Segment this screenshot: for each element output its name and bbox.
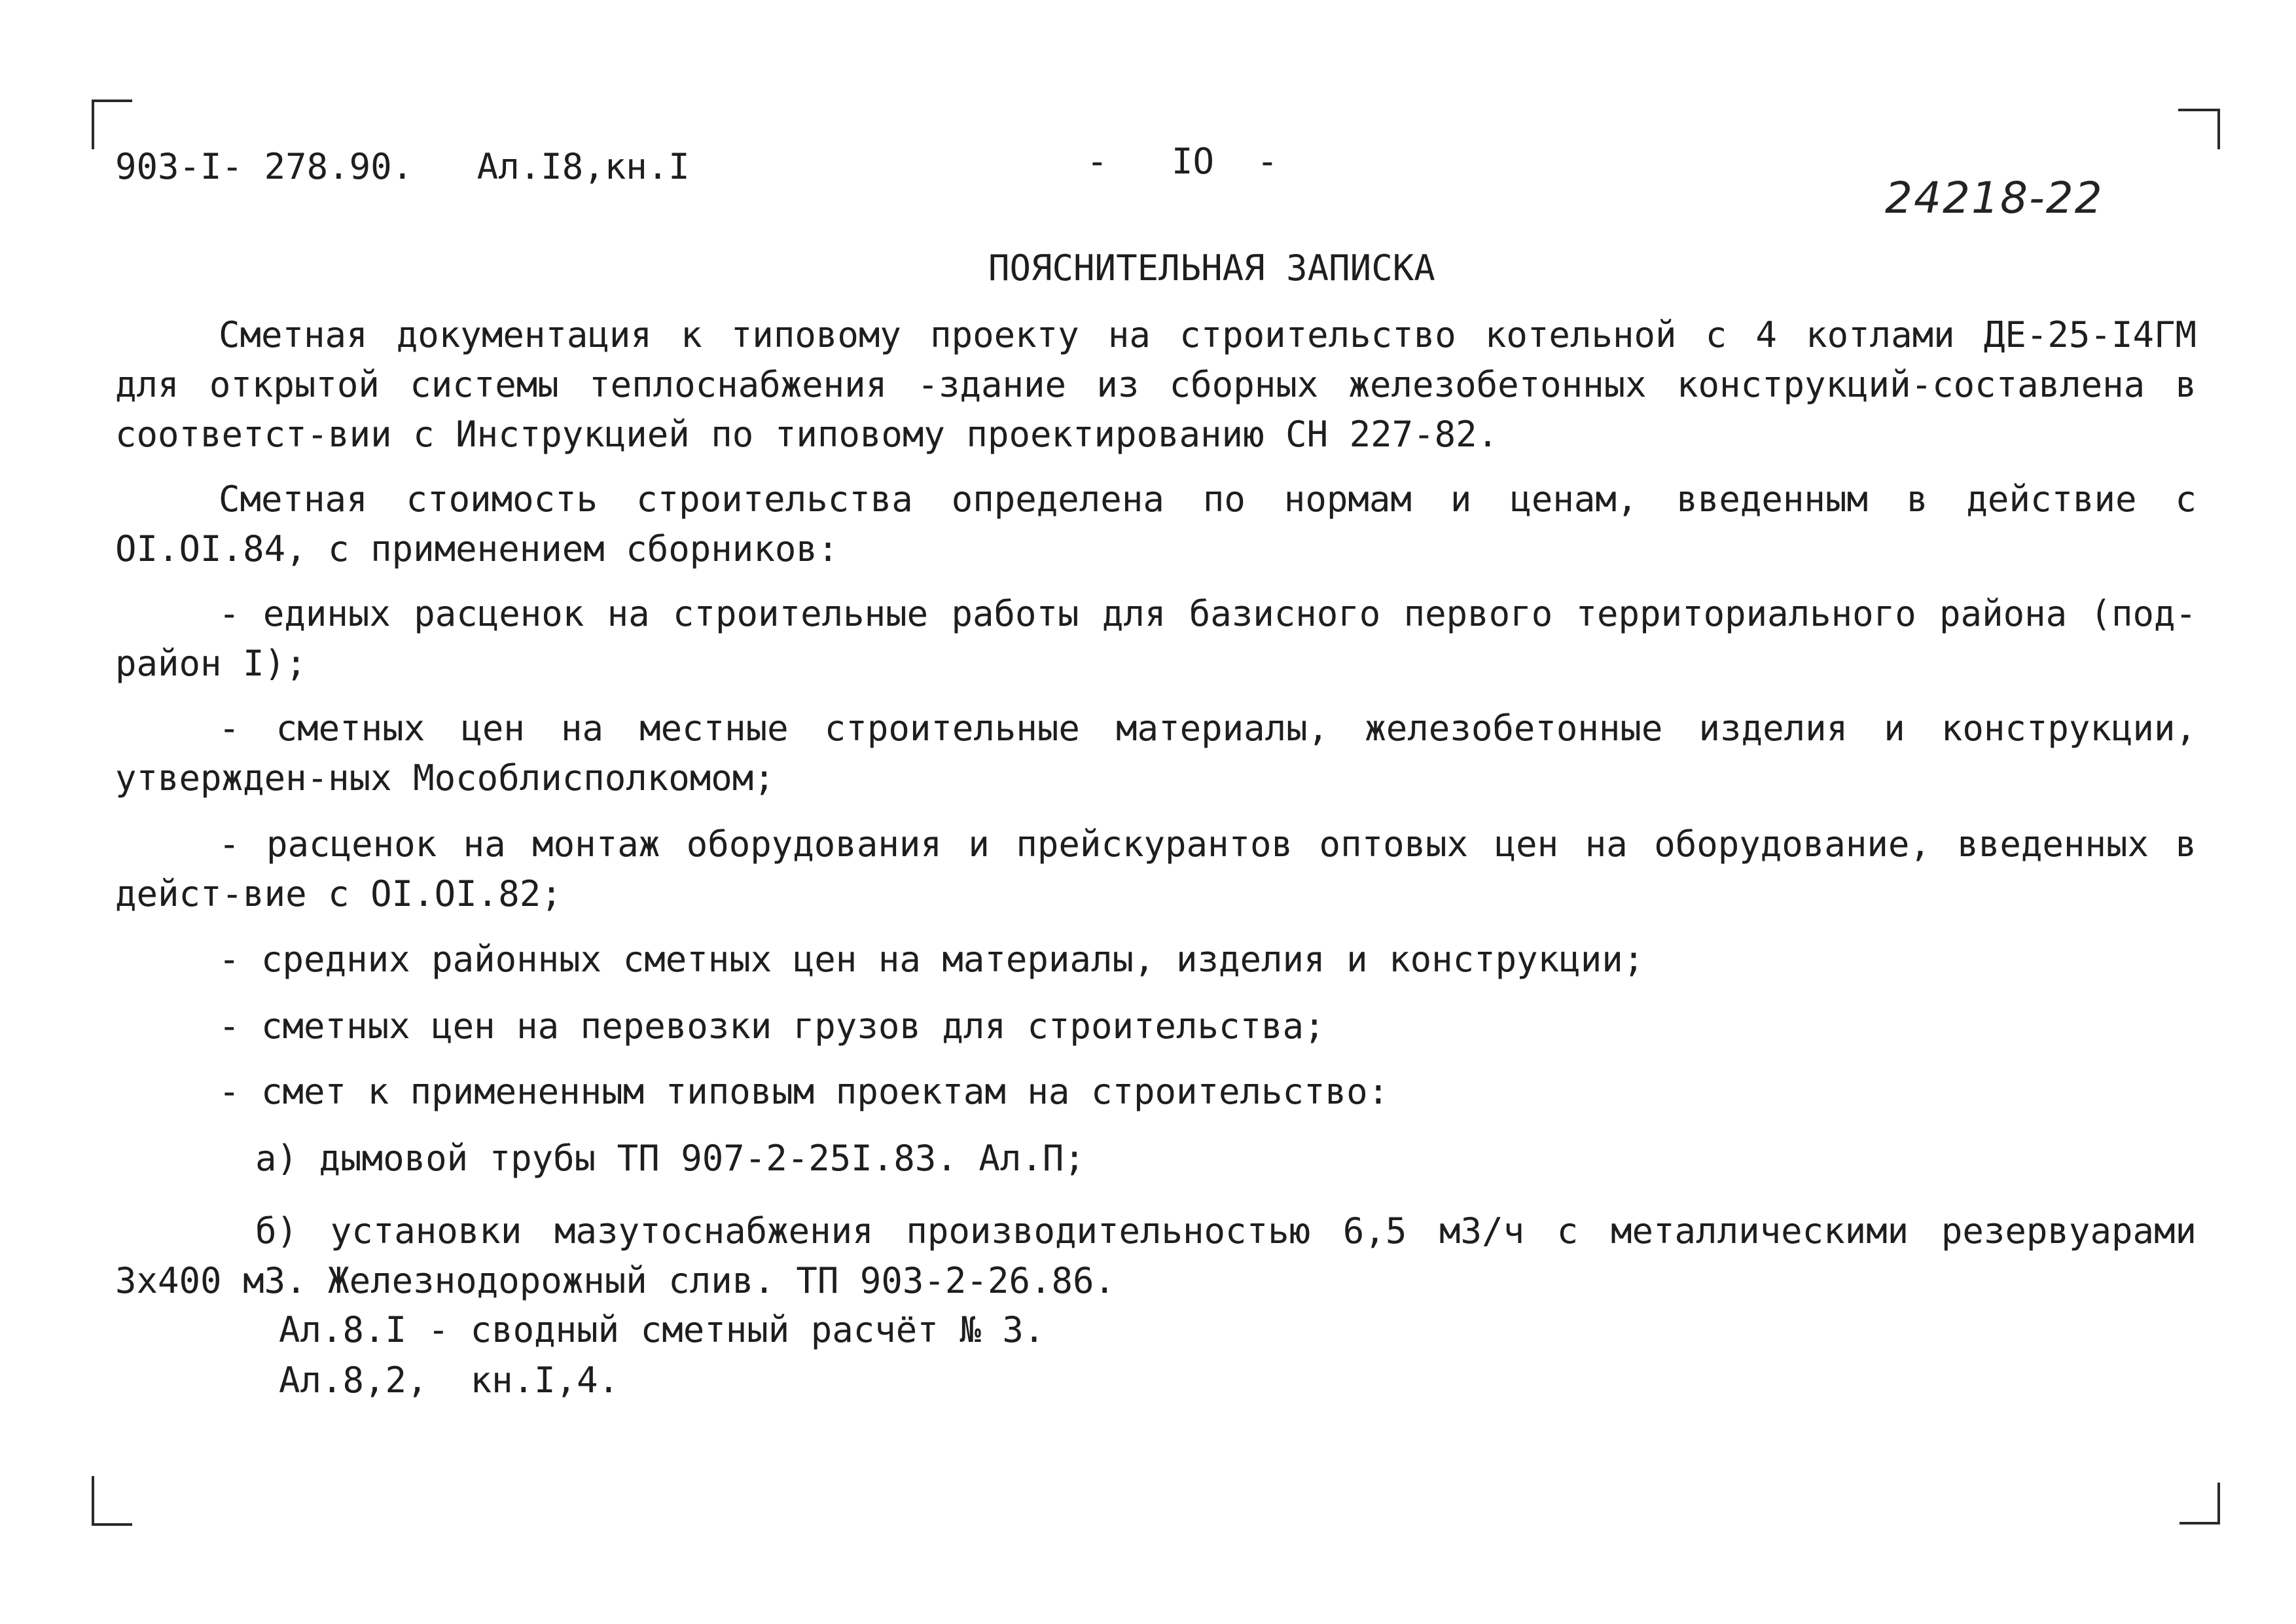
list-item: - расценок на монтаж оборудования и прейскурантов оптовых цен на оборудование, введенных в дейст-вие с OI.OI.82; <box>115 823 2197 914</box>
corner-mark-top-left <box>92 99 132 149</box>
list-item: - смет к примененным типовым проектам на строительство: <box>219 1071 1390 1112</box>
sub-item-b: б) установки мазутоснабжения производительностью 6,5 м3/ч с металлическими резервуарами 3х400 м3. Железнодорожный слив. ТП 903-2-26.86. <box>115 1210 2197 1301</box>
list-item: - единых расценок на строительные работы для базисного первого территориального района (под-район I); <box>115 593 2197 684</box>
handwritten-number: 24218-22 <box>1885 173 2104 223</box>
paragraph-cost: Сметная стоимость строительства определена по нормам и ценам, введенным в действие с OI.OI.84, с применением сборников: <box>115 478 2197 569</box>
list-item: - сметных цен на местные строительные материалы, железобетонные изделия и конструкции, утвержден-ных Мособлисполкомом; <box>115 708 2197 799</box>
corner-mark-bottom-right <box>2179 1483 2220 1525</box>
sub-item-a: а) дымовой трубы ТП 907-2-25I.83. Ал.П; <box>255 1138 1085 1179</box>
reference-line: Ал.8.I - сводный сметный расчёт № 3. <box>279 1309 1045 1350</box>
corner-mark-bottom-left <box>92 1476 132 1526</box>
corner-mark-top-right <box>2178 109 2220 149</box>
page-title: ПОЯСНИТЕЛЬНАЯ ЗАПИСКА <box>988 247 1435 289</box>
list-item: - сметных цен на перевозки грузов для строительства; <box>219 1005 1325 1047</box>
paragraph-intro: Сметная документация к типовому проекту на строительство котельной с 4 котлами ДЕ-25-I4ГМ для открытой системы теплоснабжения -здание из сборных железобетонных конструкций-составлена в соответст-вии с Инструкцией по типовому проектированию СН 227-82. <box>115 314 2197 455</box>
page-number: - IO - <box>1086 141 1278 182</box>
document-code: 903-I- 278.90. Ал.I8,кн.I <box>115 146 690 187</box>
list-item: - средних районных сметных цен на материалы, изделия и конструкции; <box>219 939 1645 980</box>
reference-line: Ал.8,2, кн.I,4. <box>279 1360 620 1401</box>
